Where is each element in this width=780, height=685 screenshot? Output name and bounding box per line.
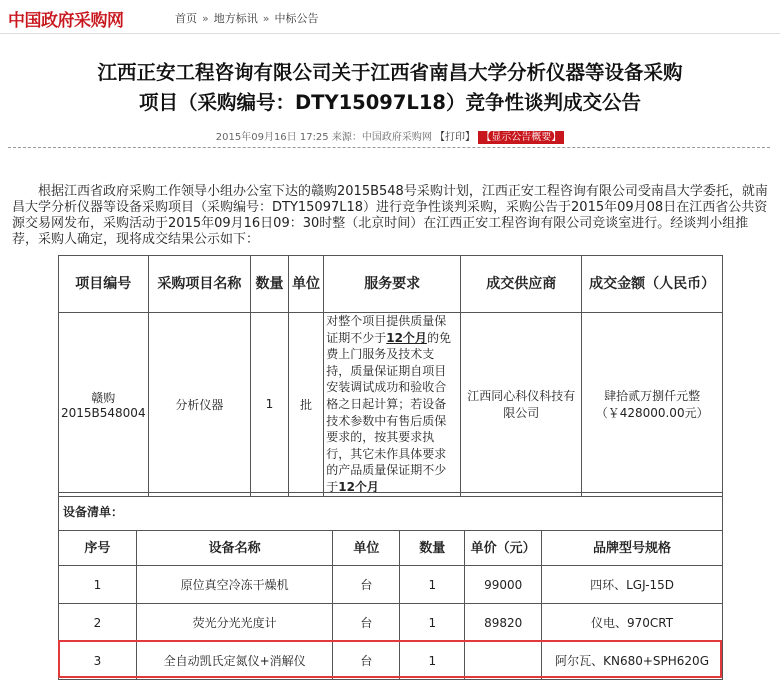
col-amount: 成交金额（人民币） bbox=[582, 256, 723, 313]
col-code: 项目编号 bbox=[59, 256, 149, 313]
award-table-header bbox=[59, 256, 723, 313]
col-unit: 单位 bbox=[288, 256, 324, 313]
print-button[interactable]: 【打印】 bbox=[435, 132, 476, 143]
show-summary-button[interactable]: 【显示公告概要】 bbox=[478, 131, 564, 144]
intro-paragraph: 根据江西省政府采购工作领导小组办公室下达的赣购2015B548号采购计划，江西正安工程咨询有限公司受南昌大学委托，就南昌大学分析仪器等设备采购项目（采购编号：DTY15097L18）进行竞争性谈判采购，采购公告于2015年09月08日在江西省公共资源交易网发布，采购活动于2015年09月16日09：30时整（北京时间）在江西正安工程咨询有限公司竞谈室进行。经谈判小组推荐，采购人确定，现将成交结果公示如下： bbox=[12, 184, 768, 247]
table-row: 1 原位真空冷冻干燥机 台 1 99000 四环、LGJ-15D bbox=[59, 566, 723, 604]
col-service: 服务要求 bbox=[324, 256, 461, 313]
publish-date: 2015年09月16日 17:25 bbox=[215, 132, 329, 143]
breadcrumb: 首页 » 地方标讯 » 中标公告 bbox=[175, 12, 319, 25]
top-bar bbox=[0, 0, 780, 34]
service-requirements: 对整个项目提供质量保证期不少于12个月的免费上门服务及技术支持，质量保证期自项目安装调试成功和验收合格之日起计算；若设备技术参数中有售后质保要求的，按其要求执行，其它未作具体要求的产品质量保证期不少于12个月 bbox=[324, 313, 461, 497]
col-qty: 数量 bbox=[251, 256, 288, 313]
equipment-table-header: 序号 设备名称 单位 数量 单价（元） 品牌型号规格 bbox=[59, 531, 723, 566]
divider bbox=[8, 147, 770, 148]
site-logo[interactable]: 中国政府采购网 bbox=[8, 11, 124, 31]
breadcrumb-home[interactable]: 首页 bbox=[175, 12, 197, 25]
breadcrumb-local[interactable]: 地方标讯 bbox=[213, 12, 258, 25]
article-meta bbox=[0, 128, 780, 143]
source: 来源：中国政府采购网 bbox=[331, 132, 432, 143]
table-row: 2 荧光分光光度计 台 1 89820 仪电、970CRT bbox=[59, 604, 723, 642]
col-project: 采购项目名称 bbox=[148, 256, 251, 313]
award-table bbox=[58, 255, 723, 497]
page-title: 江西正安工程咨询有限公司关于江西省南昌大学分析仪器等设备采购 项目（采购编号：DTY15097L18）竞争性谈判成交公告 bbox=[97, 61, 683, 114]
equipment-table bbox=[58, 492, 723, 680]
col-supplier: 成交供应商 bbox=[461, 256, 582, 313]
table-row: 赣购2015B548004 分析仪器 1 批 对整个项目提供质量保证期不少于12个月的免费上门服务及技术支持，质量保证期自项目安装调试成功和验收合格之日起计算；若设备技术参数中有售后质保要求的，按其要求执行，其它未作具体要求的产品质量保证期不少于12个月 江西同心科仪科技有限公司 肆拾贰万捌仟元整（￥428000.00元） bbox=[59, 313, 723, 497]
table-row: 3 全自动凯氏定氮仪+消解仪 台 1 阿尔瓦、KN680+SPH620G bbox=[59, 642, 723, 680]
breadcrumb-award[interactable]: 中标公告 bbox=[274, 12, 319, 25]
equipment-list-label: 设备清单： bbox=[59, 493, 723, 531]
